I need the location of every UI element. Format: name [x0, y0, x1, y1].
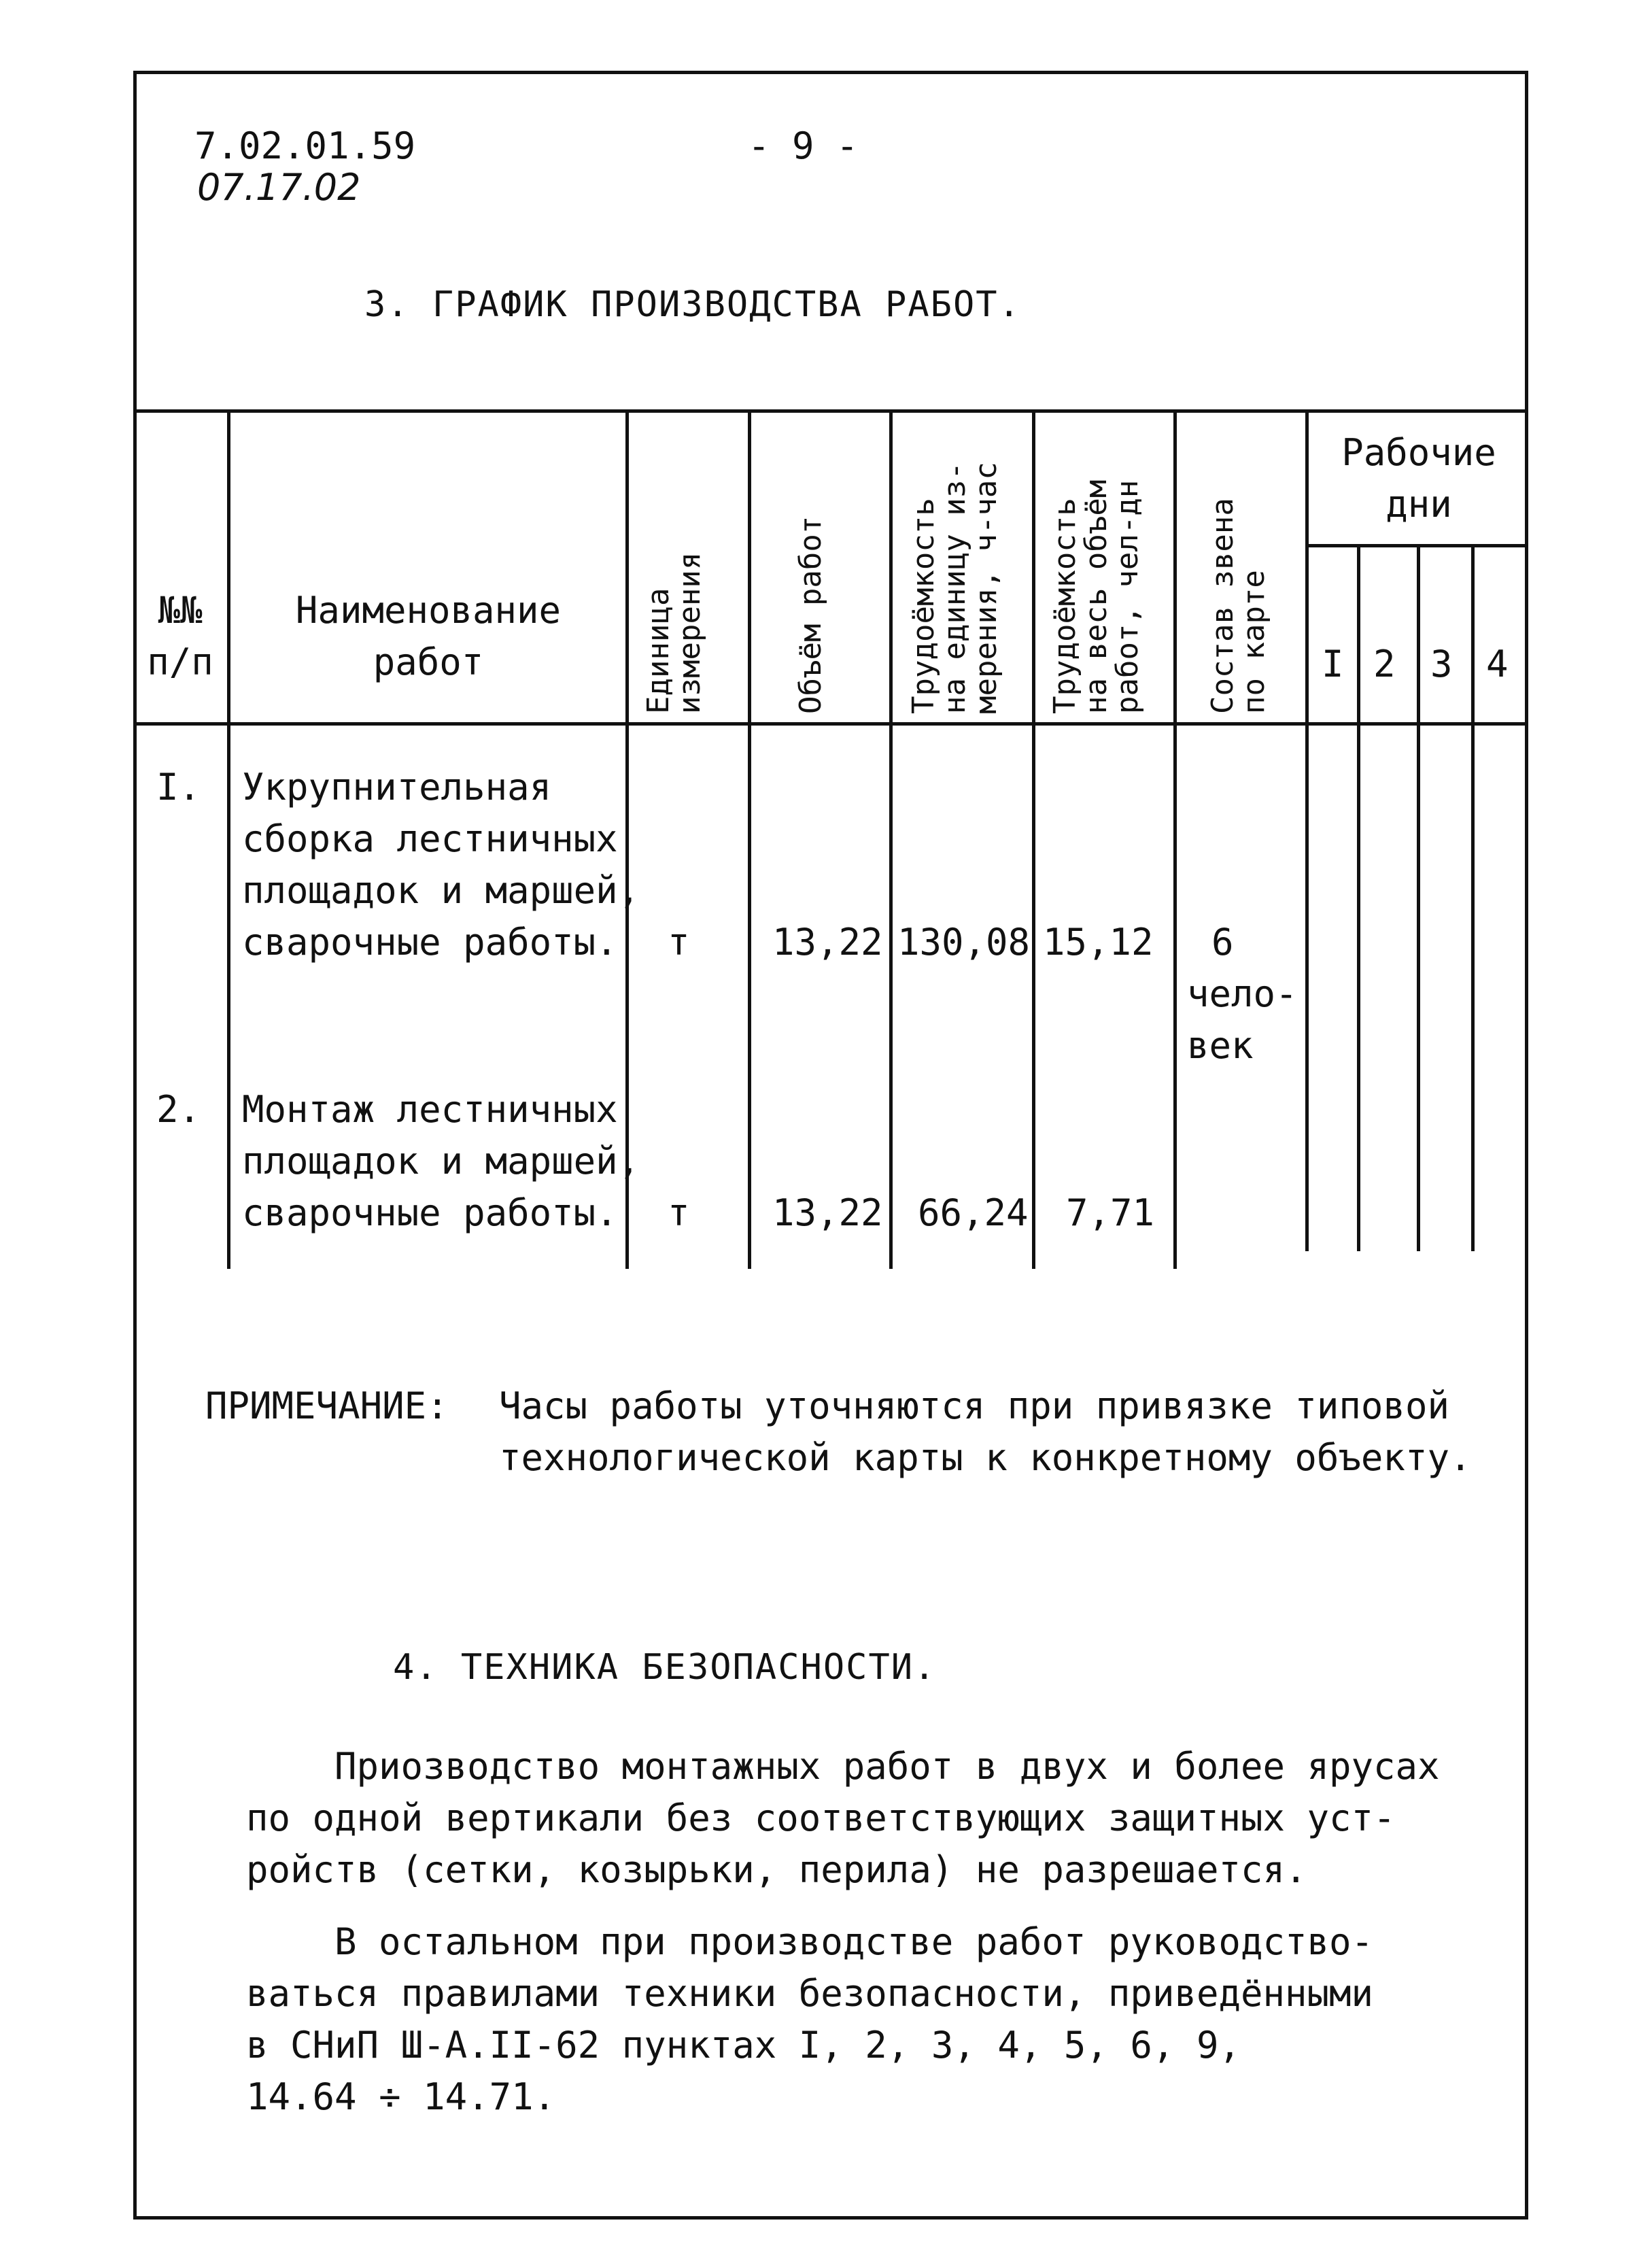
row-1-num: I.: [156, 766, 201, 809]
safety-paragraph-1: Приозводство монтажных работ в двух и более ярусах по одной вертикали без соответствующих защитных уст- ройств (сетки, козырьки, перила) не разрешается.: [246, 1745, 1440, 1891]
row-2-num: 2.: [156, 1088, 201, 1131]
row-1-crew: 6 чело- век: [1187, 921, 1298, 1067]
document-code: 7.02.01.59: [194, 124, 416, 167]
col-divider-3: [748, 411, 751, 1269]
row-1-labor-per-unit: 130,08: [897, 921, 1031, 964]
header-num: №№ п/п: [147, 589, 213, 683]
row-1-unit: т: [668, 921, 690, 964]
table-top-rule: [133, 409, 1528, 413]
row-2-volume: 13,22: [772, 1191, 883, 1234]
header-name: Наименование работ: [295, 589, 562, 683]
section-title-schedule: 3. ГРАФИК ПРОИЗВОДСТВА РАБОТ.: [364, 284, 1021, 325]
header-unit: Единица измерения: [641, 551, 707, 714]
header-labor-per-unit: Трудоёмкость на единицу из- мерения, ч-час: [906, 462, 1003, 714]
section-title-safety: 4. ТЕХНИКА БЕЗОПАСНОСТИ.: [393, 1647, 937, 1688]
page-number: - 9 -: [748, 124, 859, 167]
row-1-name: Укрупнительная сборка лестничных площадок и маршей, сварочные работы.: [242, 766, 640, 964]
note-label: ПРИМЕЧАНИЕ:: [205, 1384, 449, 1427]
safety-paragraph-2: В остальном при производстве работ руководство- ваться правилами техники безопасности, приведёнными в СНиП Ш-А.II-62 пунктах I, 2, 3, 4, 5, 6, 9, 14.64 ÷ 14.71.: [246, 1920, 1374, 2118]
header-volume: Объём работ: [793, 515, 828, 714]
header-crew: Состав звена по карте: [1205, 498, 1271, 714]
header-day-4: 4: [1486, 643, 1509, 685]
header-working-days: Рабочие дни: [1341, 431, 1496, 526]
document-code-handwritten: 07.17.02: [197, 166, 361, 209]
col-divider-1: [227, 411, 230, 1269]
row-1-labor-total: 15,12: [1043, 921, 1154, 964]
col-divider-4: [889, 411, 893, 1269]
header-day-3: 3: [1430, 643, 1453, 685]
note-text: Часы работы уточняются при привязке типовой технологической карты к конкретному объекту.: [499, 1384, 1472, 1479]
header-day-2: 2: [1373, 643, 1396, 685]
col-divider-9: [1417, 544, 1420, 1251]
row-2-labor-total: 7,71: [1066, 1191, 1155, 1234]
row-2-name: Монтаж лестничных площадок и маршей, сварочные работы.: [242, 1088, 640, 1234]
col-divider-5: [1032, 411, 1035, 1269]
col-divider-7: [1305, 411, 1309, 1251]
header-day-1: I: [1322, 643, 1344, 685]
row-2-unit: т: [668, 1191, 690, 1234]
col-divider-6: [1173, 411, 1177, 1269]
table-header-rule: [133, 722, 1528, 726]
col-divider-8: [1357, 544, 1360, 1251]
row-1-volume: 13,22: [772, 921, 883, 964]
col-divider-10: [1471, 544, 1475, 1251]
row-2-labor-per-unit: 66,24: [918, 1191, 1029, 1234]
header-labor-total: Трудоёмкость на весь объём работ, чел-дн: [1048, 479, 1145, 714]
